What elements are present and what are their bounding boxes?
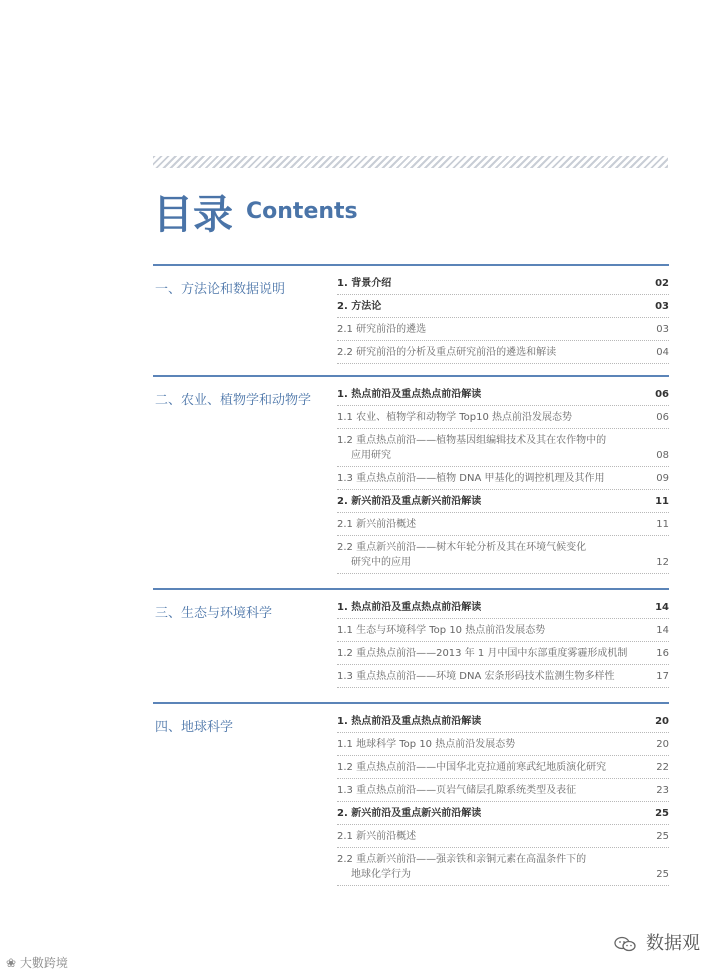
toc-entry-title: 1.2 重点热点前沿——植物基因组编辑技术及其在农作物中的 [337, 435, 607, 446]
footer-watermark-right [614, 929, 700, 955]
toc-entry-title: 1.3 重点热点前沿——页岩气储层孔隙系统类型及表征 [337, 785, 577, 796]
wechat-icon [614, 936, 636, 952]
toc-entry[interactable] [337, 383, 669, 406]
toc-entry-page: 12 [656, 557, 669, 568]
toc-entry-title: 2. 新兴前沿及重点新兴前沿解读 [337, 496, 482, 507]
toc-entry-page: 02 [655, 278, 669, 289]
toc-entry-page: 16 [656, 648, 669, 659]
toc-entry-page: 25 [656, 869, 669, 880]
section-rule [153, 375, 669, 377]
toc-entry[interactable] [337, 490, 669, 513]
section-title: 二、农业、植物学和动物学 [155, 393, 312, 408]
decorative-hatch-band [153, 156, 668, 168]
toc-entry-title: 1. 热点前沿及重点热点前沿解读 [337, 716, 482, 727]
toc-entry[interactable] [337, 619, 669, 642]
toc-entry-page: 03 [655, 301, 669, 312]
toc-entry[interactable] [337, 536, 669, 574]
toc-entry-title-continued: 地球化学行为 [351, 869, 411, 880]
toc-entry-page: 14 [655, 602, 669, 613]
section-title: 一、方法论和数据说明 [155, 282, 286, 297]
toc-entry-title: 2.1 新兴前沿概述 [337, 831, 417, 842]
toc-entry-page: 06 [655, 389, 669, 400]
toc-entry-page: 25 [656, 831, 669, 842]
toc-entry[interactable] [337, 429, 669, 467]
toc-entry-title: 2.1 新兴前沿概述 [337, 519, 417, 530]
toc-entry[interactable] [337, 596, 669, 619]
section-entries [337, 272, 669, 364]
toc-entry[interactable] [337, 341, 669, 364]
toc-entry-title: 2. 新兴前沿及重点新兴前沿解读 [337, 808, 482, 819]
toc-entry-page: 20 [656, 739, 669, 750]
toc-entry[interactable] [337, 513, 669, 536]
toc-entry[interactable] [337, 802, 669, 825]
toc-entry[interactable] [337, 467, 669, 490]
toc-entry-title: 1. 热点前沿及重点热点前沿解读 [337, 389, 482, 400]
section-rule [153, 588, 669, 590]
toc-entry-page: 06 [656, 412, 669, 423]
toc-entry[interactable] [337, 756, 669, 779]
toc-entry[interactable] [337, 710, 669, 733]
toc-entry-page: 08 [656, 450, 669, 461]
toc-entry[interactable] [337, 406, 669, 429]
toc-entry-title: 1.3 重点热点前沿——环境 DNA 宏条形码技术监测生物多样性 [337, 671, 615, 682]
toc-entry-title: 2.1 研究前沿的遴选 [337, 324, 427, 335]
toc-entry-title: 2.2 重点新兴前沿——强亲铁和亲铜元素在高温条件下的 [337, 854, 587, 865]
toc-entry[interactable] [337, 642, 669, 665]
toc-entry-page: 25 [655, 808, 669, 819]
toc-entry-page: 22 [656, 762, 669, 773]
toc-entry-page: 14 [656, 625, 669, 636]
toc-entry-title: 2.2 研究前沿的分析及重点研究前沿的遴选和解读 [337, 347, 557, 358]
toc-entry-page: 23 [656, 785, 669, 796]
toc-entry-title-continued: 研究中的应用 [351, 557, 411, 568]
toc-entry-page: 04 [656, 347, 669, 358]
toc-entry-title-continued: 应用研究 [351, 450, 391, 461]
toc-title-cn: 目录 [153, 192, 233, 238]
section-entries [337, 710, 669, 886]
section-title: 四、地球科学 [155, 720, 234, 735]
toc-entry[interactable] [337, 272, 669, 295]
toc-entry-title: 1.2 重点热点前沿——中国华北克拉通前寒武纪地质演化研究 [337, 762, 607, 773]
section-rule [153, 702, 669, 704]
toc-entry-title: 1.1 地球科学 Top 10 热点前沿发展态势 [337, 739, 516, 750]
toc-entry-title: 1.1 农业、植物学和动物学 Top10 热点前沿发展态势 [337, 412, 573, 423]
toc-entry-title: 1. 背景介绍 [337, 278, 392, 289]
footer-right-text: 数据观 [646, 933, 700, 954]
footer-left-text: 大數跨境 [19, 956, 68, 970]
toc-entry[interactable] [337, 733, 669, 756]
toc-entry-page: 11 [656, 519, 669, 530]
toc-entry-page: 11 [655, 496, 669, 507]
toc-entry-page: 09 [656, 473, 669, 484]
logo-icon: ❀ [6, 956, 17, 970]
section-entries [337, 383, 669, 574]
toc-entry[interactable] [337, 848, 669, 886]
toc-entry-title: 2.2 重点新兴前沿——树木年轮分析及其在环境气候变化 [337, 542, 587, 553]
toc-entry-title: 1.2 重点热点前沿——2013 年 1 月中国中东部重度雾霾形成机制 [337, 648, 628, 659]
section-title: 三、生态与环境科学 [155, 606, 273, 621]
toc-entry-title: 1. 热点前沿及重点热点前沿解读 [337, 602, 482, 613]
toc-entry-title: 2. 方法论 [337, 301, 382, 312]
section-entries [337, 596, 669, 688]
toc-entry[interactable] [337, 295, 669, 318]
toc-entry-page: 17 [656, 671, 669, 682]
toc-entry-title: 1.3 重点热点前沿——植物 DNA 甲基化的调控机理及其作用 [337, 473, 605, 484]
footer-watermark-left [6, 954, 68, 971]
toc-entry-page: 20 [655, 716, 669, 727]
toc-title-en: Contents [246, 199, 358, 224]
toc-entry-title: 1.1 生态与环境科学 Top 10 热点前沿发展态势 [337, 625, 546, 636]
toc-entry-page: 03 [656, 324, 669, 335]
section-rule [153, 264, 669, 266]
toc-entry[interactable] [337, 318, 669, 341]
toc-entry[interactable] [337, 779, 669, 802]
toc-entry[interactable] [337, 825, 669, 848]
toc-entry[interactable] [337, 665, 669, 688]
